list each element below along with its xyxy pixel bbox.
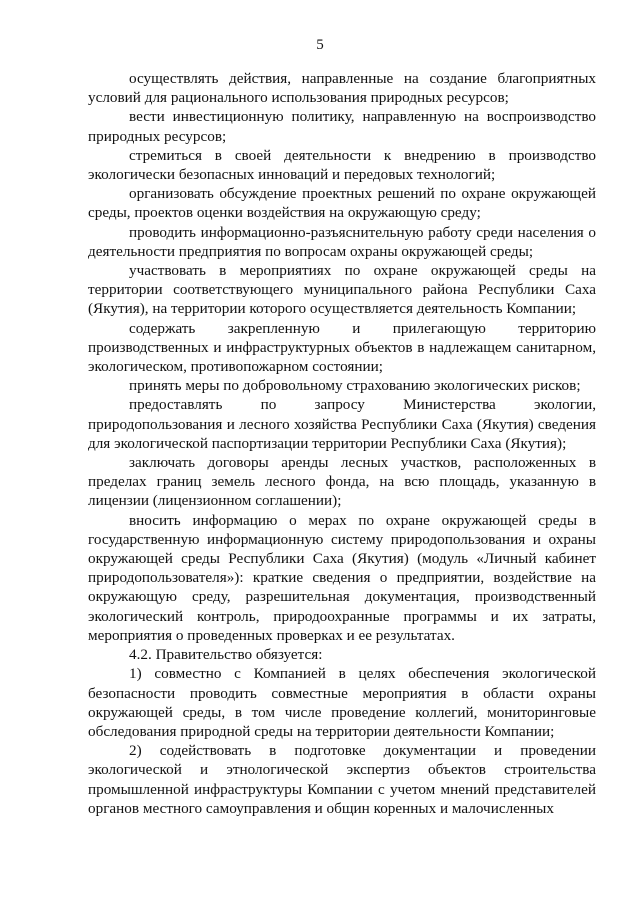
paragraph: участвовать в мероприятиях по охране окружающей среды на территории соответствующего муниципального района Республики Саха (Якутия), на территории которого осуществляется деятельность Компании; — [88, 262, 596, 318]
page-number: 5 — [316, 37, 324, 53]
paragraph: содержать закрепленную и прилегающую территорию производственных и инфраструктурных объектов в надлежащем санитарном, экологическом, противопожарном состоянии; — [88, 319, 596, 376]
paragraph: организовать обсуждение проектных решений по охране окружающей среды, проектов оценки воздействия на окружающую среду; — [88, 185, 596, 222]
paragraph: заключать договоры аренды лесных участков, расположенных в пределах границ земель лесного фонда, на всю площадь, указанную в лицензии (лицензионном соглашении); — [88, 454, 596, 510]
paragraph: 1) совместно с Компанией в целях обеспечения экологической безопасности проводить совместные мероприятия в области охраны окружающей среды, в том числе проведение коллегий, мониторинговые обследования природной среды на территории деятельности Компании; — [88, 665, 596, 740]
paragraph: проводить информационно-разъяснительную работу среди населения о деятельности предприятия по вопросам охраны окружающей среды; — [88, 223, 596, 260]
paragraph: предоставлять по запросу Министерства экологии, природопользования и лесного хозяйства Республики Саха (Якутия) сведения для экологической паспортизации территории Республики Саха (Якутия); — [88, 396, 596, 452]
paragraph: принять меры по добровольному страхованию экологических рисков; — [129, 377, 581, 395]
paragraph: вести инвестиционную политику, направленную на воспроизводство природных ресурсов; — [88, 108, 596, 145]
paragraph: 2) содействовать в подготовке документации и проведении экологической и этнологической экспертиз объектов строительства промышленной инфраструктуры Компании с учетом мнений представителей органов местного самоуправления и общин коренных и малочисленных — [88, 742, 596, 817]
paragraph: осуществлять действия, направленные на создание благоприятных условий для рационального использования природных ресурсов; — [88, 70, 596, 107]
section-heading: 4.2. Правительство обязуется: — [129, 646, 323, 664]
document-body — [88, 69, 596, 818]
paragraph: стремиться в своей деятельности к внедрению в производство экологически безопасных инноваций и передовых технологий; — [88, 146, 596, 184]
paragraph: вносить информацию о мерах по охране окружающей среды в государственную информационную систему природопользования и охраны окружающей среды Республики Саха (Якутия) (модуль «Личный кабинет природопользователя»): краткие сведения о предприятии, воздействие на окружающую среду, разрешительная документация, производственный экологический контроль, природоохранные программы и их затраты, мероприятия о проведенных проверках и ее результатах. — [88, 511, 596, 644]
